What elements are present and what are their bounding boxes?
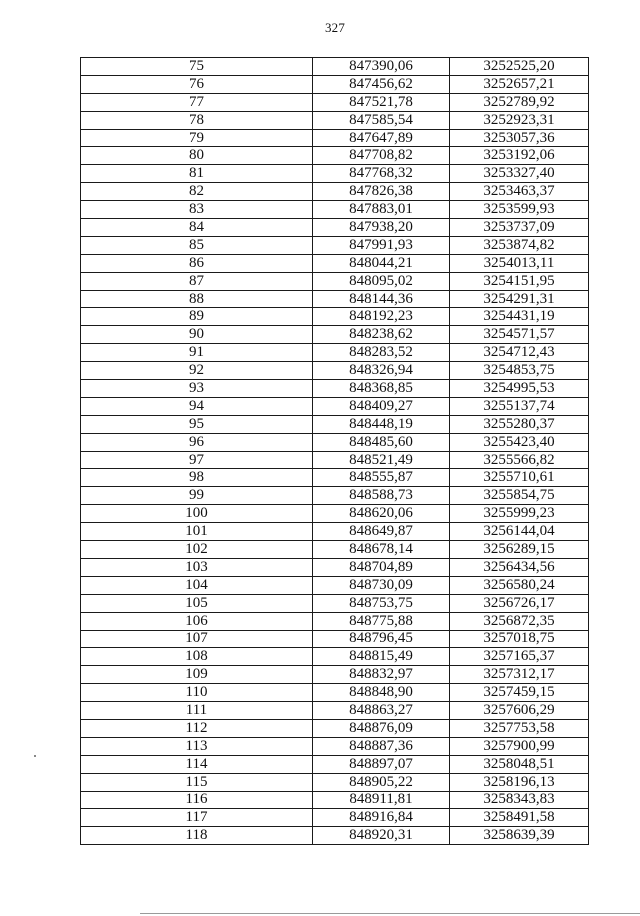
point-number-cell: 82 xyxy=(81,183,313,201)
y-coordinate-cell: 3254853,75 xyxy=(450,362,589,380)
table-row xyxy=(81,612,589,630)
x-coordinate-cell: 848144,36 xyxy=(313,290,450,308)
point-number-cell: 102 xyxy=(81,541,313,559)
x-coordinate-cell: 848678,14 xyxy=(313,541,450,559)
point-number-cell: 98 xyxy=(81,469,313,487)
table-row xyxy=(81,487,589,505)
point-number-cell: 111 xyxy=(81,702,313,720)
y-coordinate-cell: 3258639,39 xyxy=(450,827,589,845)
x-coordinate-cell: 848730,09 xyxy=(313,576,450,594)
x-coordinate-cell: 848848,90 xyxy=(313,684,450,702)
point-number-cell: 96 xyxy=(81,433,313,451)
table-row xyxy=(81,219,589,237)
x-coordinate-cell: 848368,85 xyxy=(313,380,450,398)
table-row xyxy=(81,58,589,76)
table-row xyxy=(81,773,589,791)
table-row xyxy=(81,308,589,326)
x-coordinate-cell: 848095,02 xyxy=(313,272,450,290)
y-coordinate-cell: 3254013,11 xyxy=(450,254,589,272)
y-coordinate-cell: 3254291,31 xyxy=(450,290,589,308)
point-number-cell: 108 xyxy=(81,648,313,666)
y-coordinate-cell: 3256872,35 xyxy=(450,612,589,630)
point-number-cell: 114 xyxy=(81,755,313,773)
table-row xyxy=(81,451,589,469)
y-coordinate-cell: 3257165,37 xyxy=(450,648,589,666)
x-coordinate-cell: 848649,87 xyxy=(313,523,450,541)
y-coordinate-cell: 3252923,31 xyxy=(450,111,589,129)
x-coordinate-cell: 848192,23 xyxy=(313,308,450,326)
table-row xyxy=(81,111,589,129)
y-coordinate-cell: 3257459,15 xyxy=(450,684,589,702)
table-row xyxy=(81,505,589,523)
table-row xyxy=(81,666,589,684)
y-coordinate-cell: 3257900,99 xyxy=(450,737,589,755)
point-number-cell: 92 xyxy=(81,362,313,380)
table-row xyxy=(81,630,589,648)
y-coordinate-cell: 3254151,95 xyxy=(450,272,589,290)
point-number-cell: 107 xyxy=(81,630,313,648)
x-coordinate-cell: 848588,73 xyxy=(313,487,450,505)
y-coordinate-cell: 3253737,09 xyxy=(450,219,589,237)
y-coordinate-cell: 3258343,83 xyxy=(450,791,589,809)
point-number-cell: 105 xyxy=(81,594,313,612)
point-number-cell: 112 xyxy=(81,719,313,737)
x-coordinate-cell: 848555,87 xyxy=(313,469,450,487)
x-coordinate-cell: 848876,09 xyxy=(313,719,450,737)
x-coordinate-cell: 848521,49 xyxy=(313,451,450,469)
y-coordinate-cell: 3253192,06 xyxy=(450,147,589,165)
coordinates-table xyxy=(80,57,589,845)
x-coordinate-cell: 848283,52 xyxy=(313,344,450,362)
table-row xyxy=(81,737,589,755)
table-row xyxy=(81,236,589,254)
y-coordinate-cell: 3255854,75 xyxy=(450,487,589,505)
table-row xyxy=(81,684,589,702)
x-coordinate-cell: 848620,06 xyxy=(313,505,450,523)
y-coordinate-cell: 3257312,17 xyxy=(450,666,589,684)
y-coordinate-cell: 3254712,43 xyxy=(450,344,589,362)
table-row xyxy=(81,290,589,308)
x-coordinate-cell: 847390,06 xyxy=(313,58,450,76)
point-number-cell: 90 xyxy=(81,326,313,344)
x-coordinate-cell: 848815,49 xyxy=(313,648,450,666)
y-coordinate-cell: 3257753,58 xyxy=(450,719,589,737)
point-number-cell: 93 xyxy=(81,380,313,398)
point-number-cell: 109 xyxy=(81,666,313,684)
table-row xyxy=(81,272,589,290)
y-coordinate-cell: 3256580,24 xyxy=(450,576,589,594)
y-coordinate-cell: 3258196,13 xyxy=(450,773,589,791)
point-number-cell: 94 xyxy=(81,397,313,415)
x-coordinate-cell: 847585,54 xyxy=(313,111,450,129)
y-coordinate-cell: 3256144,04 xyxy=(450,523,589,541)
table-row xyxy=(81,702,589,720)
y-coordinate-cell: 3256289,15 xyxy=(450,541,589,559)
table-row xyxy=(81,415,589,433)
table-row xyxy=(81,648,589,666)
x-coordinate-cell: 848753,75 xyxy=(313,594,450,612)
x-coordinate-cell: 848044,21 xyxy=(313,254,450,272)
y-coordinate-cell: 3256726,17 xyxy=(450,594,589,612)
y-coordinate-cell: 3253599,93 xyxy=(450,201,589,219)
y-coordinate-cell: 3253874,82 xyxy=(450,236,589,254)
x-coordinate-cell: 847647,89 xyxy=(313,129,450,147)
table-row xyxy=(81,344,589,362)
x-coordinate-cell: 847938,20 xyxy=(313,219,450,237)
y-coordinate-cell: 3258048,51 xyxy=(450,755,589,773)
point-number-cell: 91 xyxy=(81,344,313,362)
point-number-cell: 80 xyxy=(81,147,313,165)
x-coordinate-cell: 848238,62 xyxy=(313,326,450,344)
table-row xyxy=(81,755,589,773)
table-row xyxy=(81,576,589,594)
table-row xyxy=(81,147,589,165)
table-row xyxy=(81,129,589,147)
point-number-cell: 101 xyxy=(81,523,313,541)
point-number-cell: 86 xyxy=(81,254,313,272)
x-coordinate-cell: 848448,19 xyxy=(313,415,450,433)
y-coordinate-cell: 3252657,21 xyxy=(450,75,589,93)
x-coordinate-cell: 848920,31 xyxy=(313,827,450,845)
y-coordinate-cell: 3255280,37 xyxy=(450,415,589,433)
point-number-cell: 106 xyxy=(81,612,313,630)
table-row xyxy=(81,93,589,111)
point-number-cell: 110 xyxy=(81,684,313,702)
y-coordinate-cell: 3252789,92 xyxy=(450,93,589,111)
x-coordinate-cell: 848832,97 xyxy=(313,666,450,684)
y-coordinate-cell: 3255423,40 xyxy=(450,433,589,451)
x-coordinate-cell: 848326,94 xyxy=(313,362,450,380)
point-number-cell: 97 xyxy=(81,451,313,469)
point-number-cell: 84 xyxy=(81,219,313,237)
y-coordinate-cell: 3252525,20 xyxy=(450,58,589,76)
table-row xyxy=(81,541,589,559)
table-row xyxy=(81,397,589,415)
point-number-cell: 113 xyxy=(81,737,313,755)
x-coordinate-cell: 848897,07 xyxy=(313,755,450,773)
y-coordinate-cell: 3253463,37 xyxy=(450,183,589,201)
point-number-cell: 100 xyxy=(81,505,313,523)
x-coordinate-cell: 848796,45 xyxy=(313,630,450,648)
x-coordinate-cell: 848905,22 xyxy=(313,773,450,791)
x-coordinate-cell: 847521,78 xyxy=(313,93,450,111)
table-row xyxy=(81,380,589,398)
point-number-cell: 115 xyxy=(81,773,313,791)
table-row xyxy=(81,594,589,612)
page-number: 327 xyxy=(324,20,346,35)
point-number-cell: 81 xyxy=(81,165,313,183)
table-row xyxy=(81,326,589,344)
table-row xyxy=(81,469,589,487)
point-number-cell: 87 xyxy=(81,272,313,290)
point-number-cell: 118 xyxy=(81,827,313,845)
coordinates-table-body xyxy=(81,58,589,845)
table-row xyxy=(81,791,589,809)
table-row xyxy=(81,165,589,183)
x-coordinate-cell: 848887,36 xyxy=(313,737,450,755)
x-coordinate-cell: 847883,01 xyxy=(313,201,450,219)
x-coordinate-cell: 848704,89 xyxy=(313,558,450,576)
table-row xyxy=(81,523,589,541)
x-coordinate-cell: 848911,81 xyxy=(313,791,450,809)
x-coordinate-cell: 848409,27 xyxy=(313,397,450,415)
margin-mark xyxy=(34,755,36,757)
table-row xyxy=(81,809,589,827)
table-row xyxy=(81,558,589,576)
y-coordinate-cell: 3254995,53 xyxy=(450,380,589,398)
y-coordinate-cell: 3254431,19 xyxy=(450,308,589,326)
table-row xyxy=(81,201,589,219)
point-number-cell: 79 xyxy=(81,129,313,147)
point-number-cell: 76 xyxy=(81,75,313,93)
x-coordinate-cell: 847708,82 xyxy=(313,147,450,165)
x-coordinate-cell: 847768,32 xyxy=(313,165,450,183)
point-number-cell: 116 xyxy=(81,791,313,809)
table-row xyxy=(81,433,589,451)
y-coordinate-cell: 3253057,36 xyxy=(450,129,589,147)
y-coordinate-cell: 3257606,29 xyxy=(450,702,589,720)
point-number-cell: 103 xyxy=(81,558,313,576)
y-coordinate-cell: 3255999,23 xyxy=(450,505,589,523)
y-coordinate-cell: 3256434,56 xyxy=(450,558,589,576)
point-number-cell: 88 xyxy=(81,290,313,308)
point-number-cell: 75 xyxy=(81,58,313,76)
y-coordinate-cell: 3254571,57 xyxy=(450,326,589,344)
x-coordinate-cell: 847826,38 xyxy=(313,183,450,201)
y-coordinate-cell: 3258491,58 xyxy=(450,809,589,827)
page-bottom-rule xyxy=(140,913,640,914)
x-coordinate-cell: 847991,93 xyxy=(313,236,450,254)
y-coordinate-cell: 3253327,40 xyxy=(450,165,589,183)
y-coordinate-cell: 3255566,82 xyxy=(450,451,589,469)
x-coordinate-cell: 848775,88 xyxy=(313,612,450,630)
point-number-cell: 83 xyxy=(81,201,313,219)
table-row xyxy=(81,719,589,737)
x-coordinate-cell: 848916,84 xyxy=(313,809,450,827)
y-coordinate-cell: 3255710,61 xyxy=(450,469,589,487)
table-row xyxy=(81,362,589,380)
point-number-cell: 117 xyxy=(81,809,313,827)
y-coordinate-cell: 3255137,74 xyxy=(450,397,589,415)
point-number-cell: 85 xyxy=(81,236,313,254)
point-number-cell: 78 xyxy=(81,111,313,129)
table-row xyxy=(81,75,589,93)
table-row xyxy=(81,254,589,272)
x-coordinate-cell: 848485,60 xyxy=(313,433,450,451)
point-number-cell: 95 xyxy=(81,415,313,433)
point-number-cell: 89 xyxy=(81,308,313,326)
x-coordinate-cell: 847456,62 xyxy=(313,75,450,93)
y-coordinate-cell: 3257018,75 xyxy=(450,630,589,648)
point-number-cell: 104 xyxy=(81,576,313,594)
table-row xyxy=(81,827,589,845)
x-coordinate-cell: 848863,27 xyxy=(313,702,450,720)
point-number-cell: 77 xyxy=(81,93,313,111)
point-number-cell: 99 xyxy=(81,487,313,505)
table-row xyxy=(81,183,589,201)
